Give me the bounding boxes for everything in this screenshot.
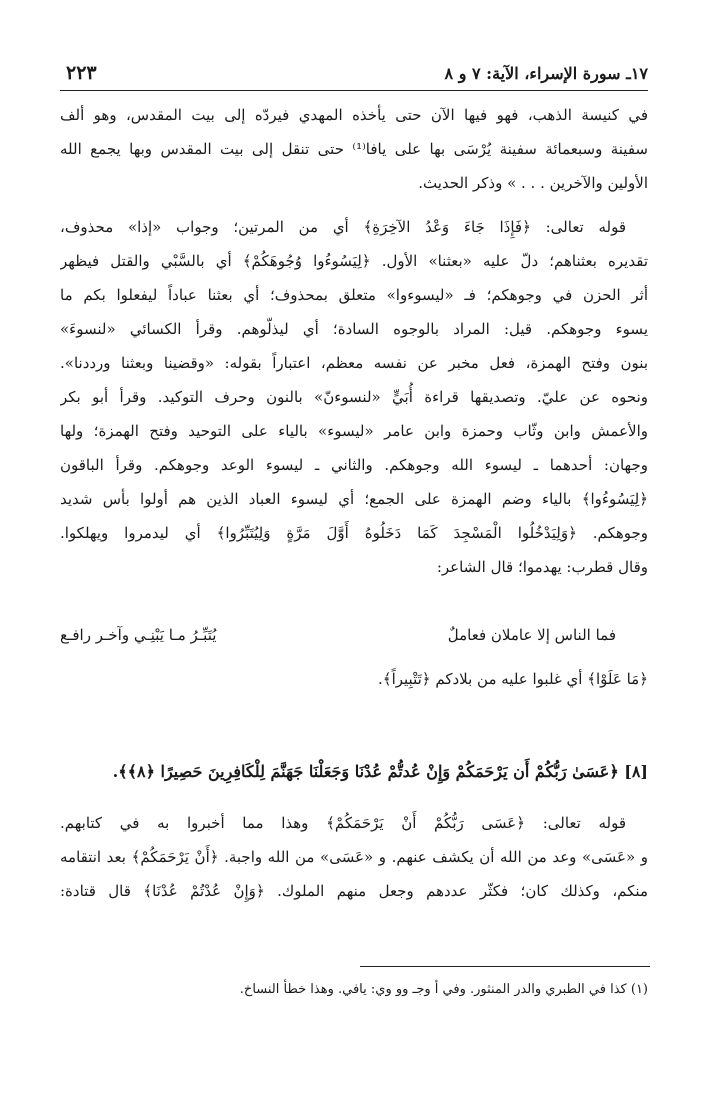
poem-first-hemistich: فما الناس إلا عاملان فعاملٌ bbox=[447, 626, 616, 644]
text-line: منكم، وكذلك كان؛ فكثّر عددهم وجعل منهم الملوك. ﴿وَإِنْ عُدْتُمْ عُدْنَا﴾ قال قتادة: bbox=[60, 882, 648, 900]
text-line: ونحوه عن عليّ. وتصديقها قراءة أُبَيٍّ «لنسوءنّ» بالنون وحرف التوكيد. وقرأ أبو بكر bbox=[60, 388, 648, 406]
page-header bbox=[60, 62, 648, 91]
text-line: وقال قطرب: يهدموا؛ قال الشاعر: bbox=[436, 558, 648, 576]
text-line: ﴿مَا عَلَوْا﴾ أي غلبوا عليه من بلادكم ﴿تَتْبِيراً﴾. bbox=[378, 670, 648, 688]
text-line: سفينة وسبعمائة سفينة يُرْسَى بها على يافا⁽¹⁾ حتى تنقل إلى بيت المقدس وبها يجمع الله bbox=[60, 140, 648, 158]
text-line: ﴿لِيَسُوءُوا﴾ بالياء وضم الهمزة على الجمع؛ أي ليسوء العباد الذين هم أولوا بأس شديد bbox=[60, 490, 648, 508]
text-line: أثر الحزن في وجوهكم؛ فـ «ليسوءوا» متعلق بمحذوف؛ أي بعثنا عباداً ليفعلوا بكم ما bbox=[60, 286, 648, 304]
text-line: وجهان: أحدهما ـ ليسوء الله وجوهكم. والثاني ـ ليسوء الوعد وجوهكم. وقرأ الباقون bbox=[60, 456, 648, 474]
text-line: يسوء وجوهكم. قيل: المراد بالوجوه السادة؛ أي ليذلّوهم. وقرأ الكسائي «لنسوءَ» bbox=[60, 320, 648, 338]
text-line: و «عَسَى» وعد من الله أن يكشف عنهم. و «عَسَى» من الله واجبة. ﴿أَنْ يَرْحَمَكُمْ﴾ بعد انتقامه bbox=[60, 848, 648, 866]
text-line: تقديره بعثناهم؛ دلّ عليه «بعثنا» الأول. ﴿لِيَسُوءُوا وُجُوهَكُمْ﴾ أي بالسَّبْي والقتل فيظهر bbox=[60, 252, 648, 270]
text-line: الأولين والآخرين . . . » وذكر الحديث. bbox=[418, 174, 648, 192]
text-line: وجوهكم. ﴿وَلِيَدْخُلُوا الْمَسْجِدَ كَمَا دَخَلُوهُ أَوَّلَ مَرَّةٍ وَلِيُتَبِّرُوا﴾ أي ليدمروا ويهلكوا. bbox=[60, 524, 648, 542]
quran-verse: [٨] ﴿عَسَىٰ رَبُّكُمْ أَن يَرْحَمَكُمْ وَإِنْ عُدتُّمْ عُدْنَا وَجَعَلْنَا جَهَنَّمَ لِلْكَافِرِينَ حَصِيرًا ﴿٨﴾﴾. bbox=[112, 762, 648, 781]
footnote: (١) كذا في الطبري والدر المنثور. وفي أ وجـ وو وي: يافي. وهذا خطأ النساخ. bbox=[239, 982, 648, 997]
text-line: والأعمش وابن وثّاب وحمزة وابن عامر «ليسوء» بالياء على التوحيد وفتح الهمزة؛ ولها bbox=[60, 422, 648, 440]
text-line: قوله تعالى: ﴿فَإِذَا جَاءَ وَعْدُ الآخِرَةِ﴾ أي من المرتين؛ وجواب «إذا» محذوف، bbox=[60, 218, 626, 236]
text-line: بنون وفتح الهمزة، فعل مخبر عن نفسه معظم، اعتباراً بقوله: «وقضينا وبعثنا ورددنا». bbox=[60, 354, 648, 372]
poem-second-hemistich: يُتَبِّـرُ مـا يَبْنِـي وآخـر رافـع bbox=[60, 626, 217, 644]
text-line: قوله تعالى: ﴿عَسَى رَبُّكُمْ أَنْ يَرْحَمَكُمْ﴾ وهذا مما أخبروا به في كتابهم. bbox=[60, 814, 626, 832]
page-number: ٢٢٣ bbox=[66, 62, 97, 84]
footnote-separator bbox=[360, 966, 650, 967]
running-title: ١٧ـ سورة الإسراء، الآية: ٧ و ٨ bbox=[444, 64, 648, 83]
text-line: في كنيسة الذهب، فهو فيها الآن حتى يأخذه المهدي فيردّه إلى بيت المقدس، وهو ألف bbox=[60, 106, 648, 124]
